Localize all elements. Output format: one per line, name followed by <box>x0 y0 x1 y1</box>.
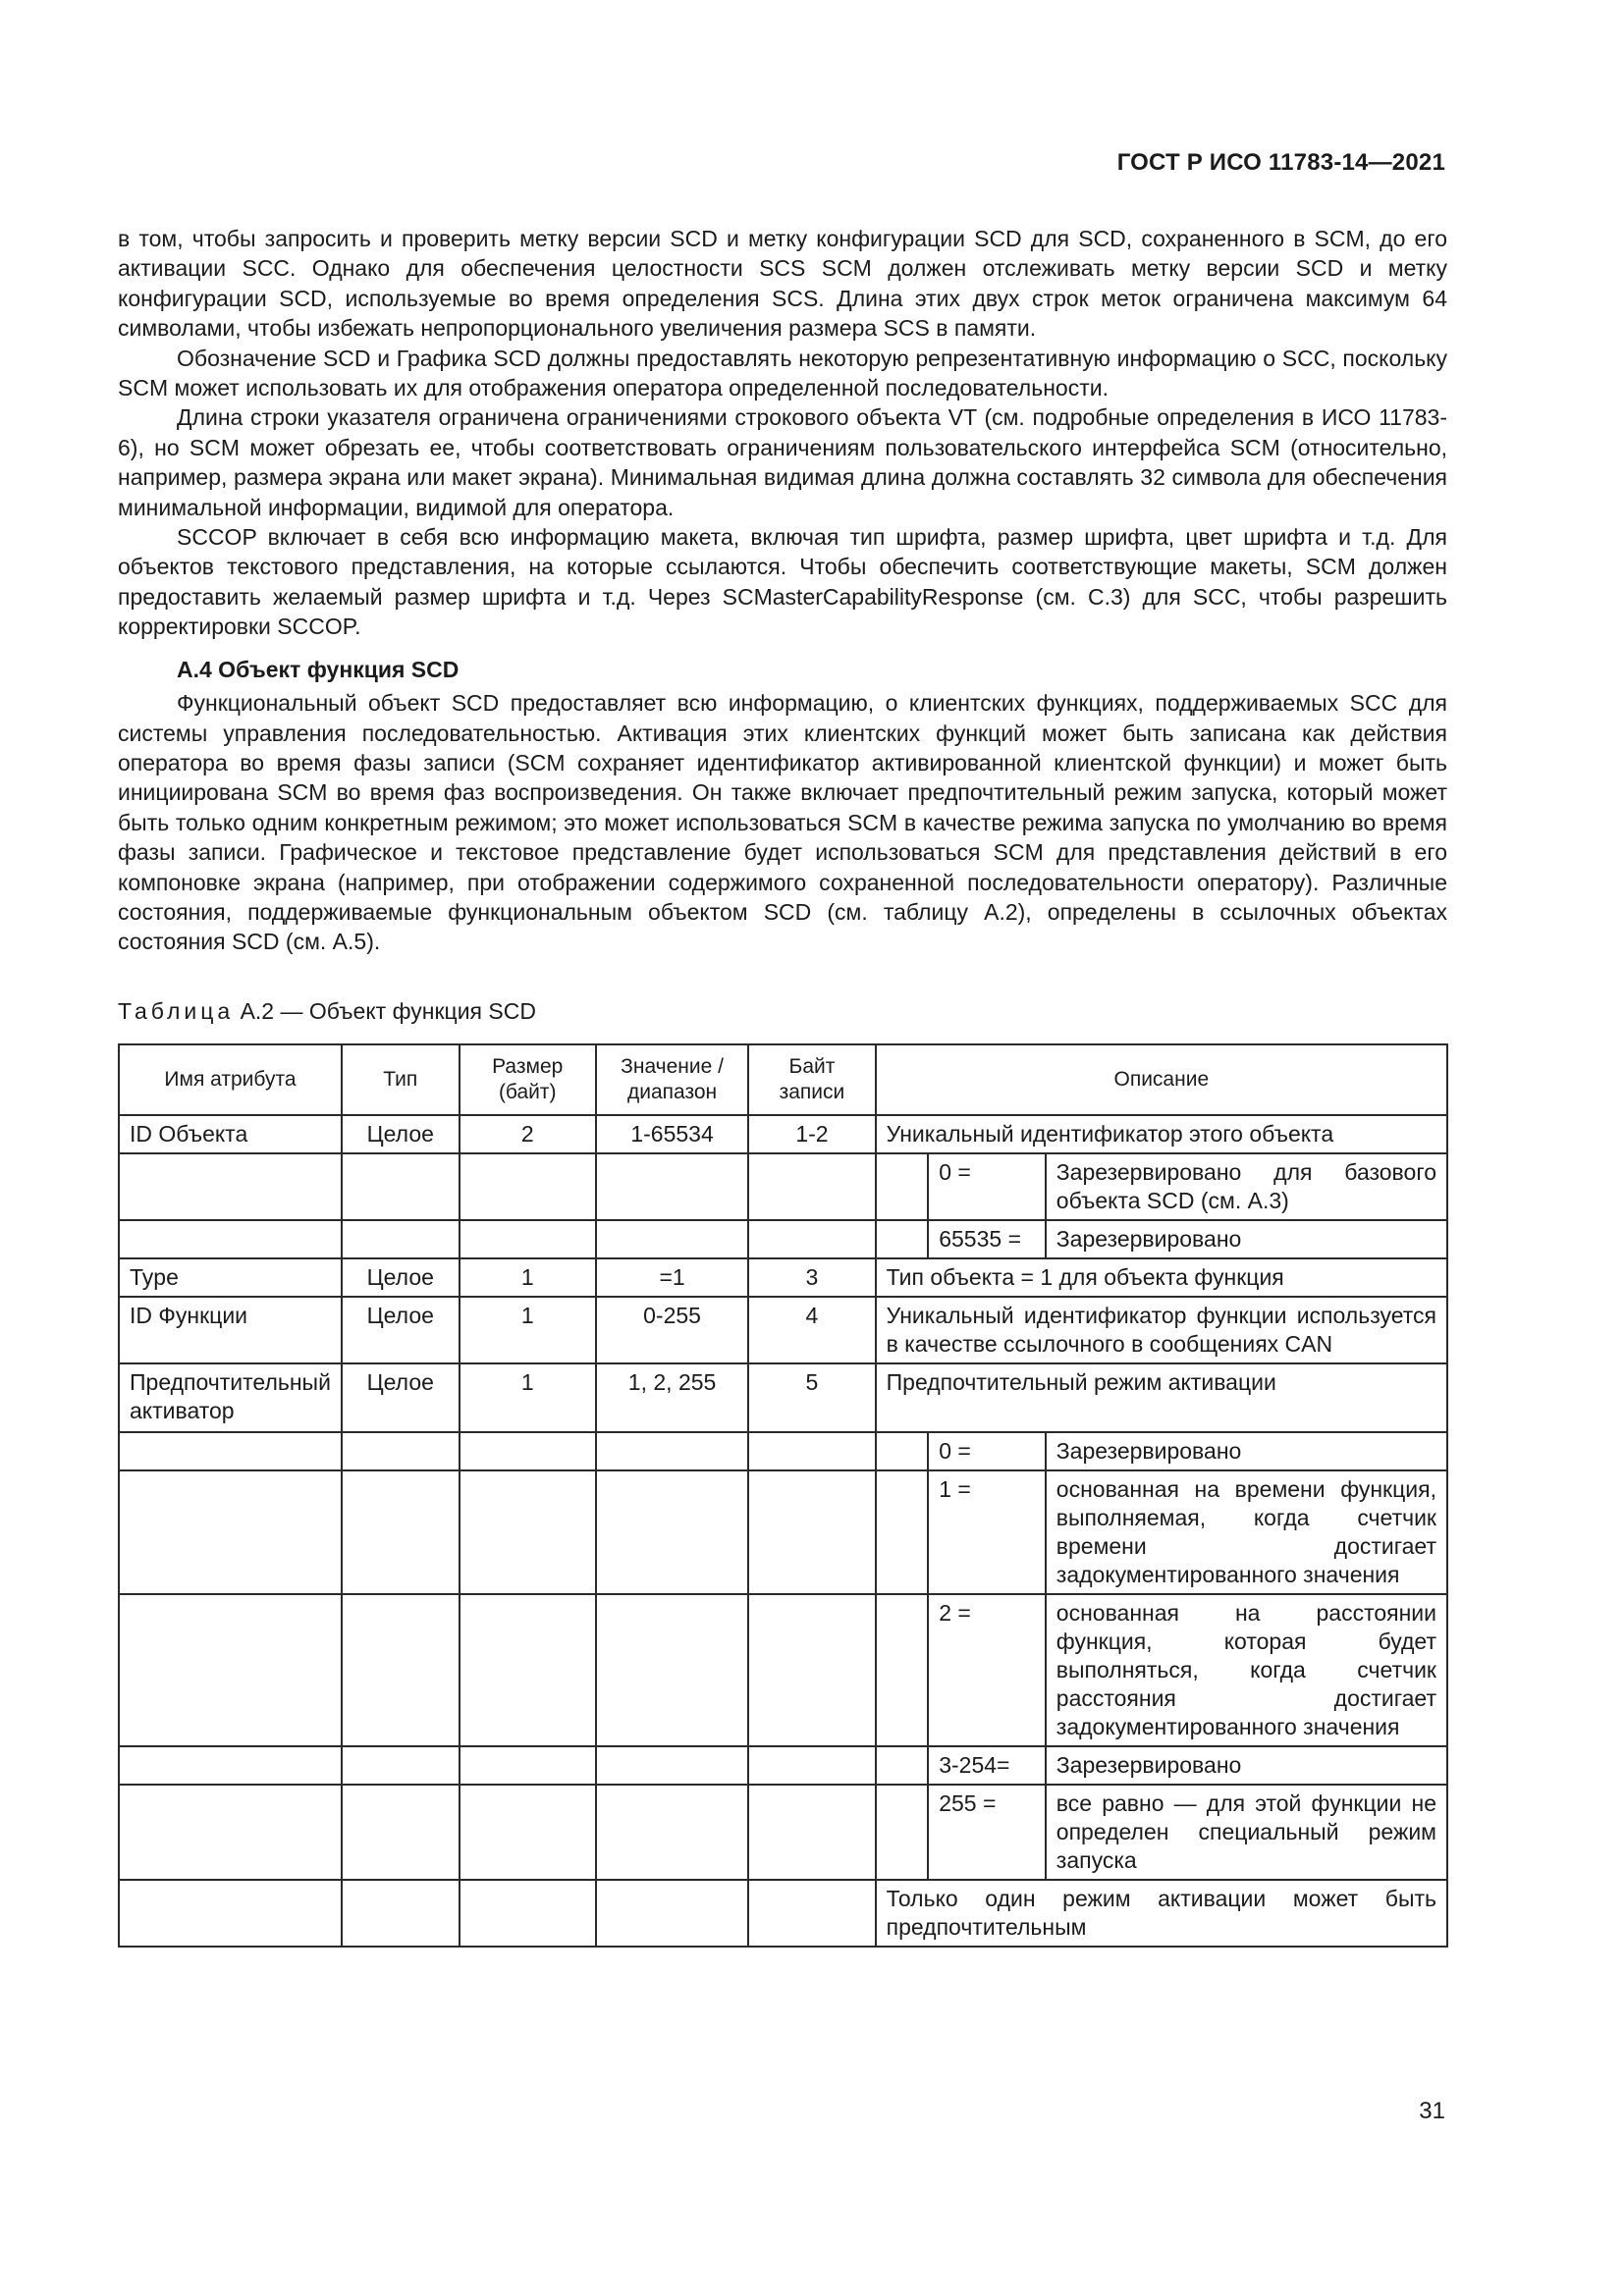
table-row <box>119 1594 1447 1746</box>
table-row <box>119 1220 1447 1258</box>
table-header-row <box>119 1044 1447 1115</box>
cell-code: 1 = <box>928 1470 1046 1594</box>
cell-attr: Type <box>119 1258 342 1297</box>
table-row <box>119 1432 1447 1470</box>
cell-code: 0 = <box>928 1153 1046 1220</box>
table-row <box>119 1115 1447 1153</box>
paragraph: в том, чтобы запросить и проверить метку версии SCD и метку конфигурации SCD для SCD, сохраненного в SCM, до его активации SCC. Однако для обеспечения целостности SCS SCM должен отслеживать метку версии SCD и метку конфигурации SCD, используемые во время определения SCS. Длина этих двух строк меток ограничена максимум 64 символами, чтобы избежать непропорционального увеличения размера SCS в памяти. <box>118 226 1447 342</box>
header-desc: Описание <box>876 1044 1447 1115</box>
cell-value: 1-65534 <box>596 1115 748 1153</box>
cell-value: 0-255 <box>596 1297 748 1363</box>
paragraph: SCCOP включает в себя всю информацию макета, включая тип шрифта, размер шрифта, цвет шрифта и т.д. Для объектов текстового представления, на которые ссылаются. Чтобы обеспечить соответствующие макеты, SCM должен предоставить желаемый размер шрифта и т.д. Через SCMasterCapabilityResponse (см. С.3) для SCC, чтобы разрешить корректировки SCCOP. <box>118 524 1447 640</box>
cell-size: 1 <box>460 1363 596 1432</box>
table-caption-label: Таблица <box>118 998 235 1024</box>
cell-desc: Тип объекта = 1 для объекта функция <box>876 1258 1447 1297</box>
cell-byte: 1-2 <box>748 1115 875 1153</box>
table-row <box>119 1258 1447 1297</box>
cell-type: Целое <box>342 1115 460 1153</box>
cell-desc: Только один режим активации может быть предпочтительным <box>876 1880 1447 1947</box>
section-title: А.4 Объект функция SCD <box>177 656 460 682</box>
table-row <box>119 1363 1447 1432</box>
header-byte: Байт записи <box>748 1044 875 1115</box>
cell-desc: Зарезервировано для базового объекта SCD (см. А.3) <box>1046 1153 1447 1220</box>
table-row <box>119 1470 1447 1594</box>
table-row <box>119 1297 1447 1363</box>
table-caption <box>118 998 536 1025</box>
attributes-table <box>118 1043 1448 1948</box>
cell-value: =1 <box>596 1258 748 1297</box>
cell-code: 65535 = <box>928 1220 1046 1258</box>
cell-desc: все равно — для этой функции не определен специальный режим запуска <box>1046 1785 1447 1880</box>
table-row <box>119 1746 1447 1785</box>
cell-byte: 4 <box>748 1297 875 1363</box>
paragraph: Длина строки указателя ограничена ограничениями строкового объекта VT (см. подробные определения в ИСО 11783-6), но SCM может обрезать ее, чтобы соответствовать ограничениям пользовательского интерфейса SCM (относительно, например, размера экрана или макет экрана). Минимальная видимая длина должна составлять 32 символа для обеспечения минимальной информации, видимой для оператора. <box>118 404 1447 520</box>
cell-desc: Предпочтительный режим активации <box>876 1363 1447 1432</box>
header-value: Значение / диапазон <box>596 1044 748 1115</box>
cell-code: 2 = <box>928 1594 1046 1746</box>
header-type: Тип <box>342 1044 460 1115</box>
cell-desc: Уникальный идентификатор этого объекта <box>876 1115 1447 1153</box>
cell-code: 0 = <box>928 1432 1046 1470</box>
page-number: 31 <box>1419 2098 1445 2124</box>
cell-type: Целое <box>342 1258 460 1297</box>
header-attr: Имя атрибута <box>119 1044 342 1115</box>
table-caption-text: А.2 — Объект функция SCD <box>234 998 536 1024</box>
cell-desc: Зарезервировано <box>1046 1220 1447 1258</box>
body-text <box>118 224 1447 957</box>
cell-type: Целое <box>342 1297 460 1363</box>
cell-attr: ID Объекта <box>119 1115 342 1153</box>
cell-desc: основанная на расстоянии функция, которая будет выполняться, когда счетчик расстояния достигает задокументированного значения <box>1046 1594 1447 1746</box>
cell-code: 255 = <box>928 1785 1046 1880</box>
cell-type: Целое <box>342 1363 460 1432</box>
cell-desc: Уникальный идентификатор функции используется в качестве ссылочного в сообщениях CAN <box>876 1297 1447 1363</box>
cell-attr: ID Функции <box>119 1297 342 1363</box>
cell-desc: Зарезервировано <box>1046 1746 1447 1785</box>
table-row <box>119 1153 1447 1220</box>
cell-desc: основанная на времени функция, выполняемая, когда счетчик времени достигает задокументированного значения <box>1046 1470 1447 1594</box>
cell-code: 3-254= <box>928 1746 1046 1785</box>
cell-value: 1, 2, 255 <box>596 1363 748 1432</box>
table-row <box>119 1785 1447 1880</box>
cell-attr: Предпочтительный активатор <box>119 1363 342 1432</box>
cell-size: 1 <box>460 1258 596 1297</box>
cell-byte: 3 <box>748 1258 875 1297</box>
cell-size: 1 <box>460 1297 596 1363</box>
header-size: Размер (байт) <box>460 1044 596 1115</box>
cell-size: 2 <box>460 1115 596 1153</box>
document-header: ГОСТ Р ИСО 11783-14—2021 <box>1116 149 1445 176</box>
cell-desc: Зарезервировано <box>1046 1432 1447 1470</box>
cell-byte: 5 <box>748 1363 875 1432</box>
table-row <box>119 1880 1447 1947</box>
paragraph: Обозначение SCD и Графика SCD должны предоставлять некоторую репрезентативную информацию о SCC, поскольку SCM может использовать их для отображения оператора определенной последовательности. <box>118 345 1447 401</box>
section-paragraph: Функциональный объект SCD предоставляет всю информацию, о клиентских функциях, поддерживаемых SCC для системы управления последовательностью. Активация этих клиентских функций может быть записана как действия оператора во время фазы записи (SCM сохраняет идентификатор активированной клиентской функции) и может быть инициирована SCM во время фаз воспроизведения. Он также включает предпочтительный режим запуска, который может быть только одним конкретным режимом; это может использоваться SCM в качестве режима запуска по умолчанию во время фазы записи. Графическое и текстовое представление будет использоваться SCM для представления действий в его компоновке экрана (например, при отображении содержимого сохраненной последовательности оператору). Различные состояния, поддерживаемые функциональным объектом SCD (см. таблицу А.2), определены в ссылочных объектах состояния SCD (см. А.5). <box>118 690 1447 955</box>
